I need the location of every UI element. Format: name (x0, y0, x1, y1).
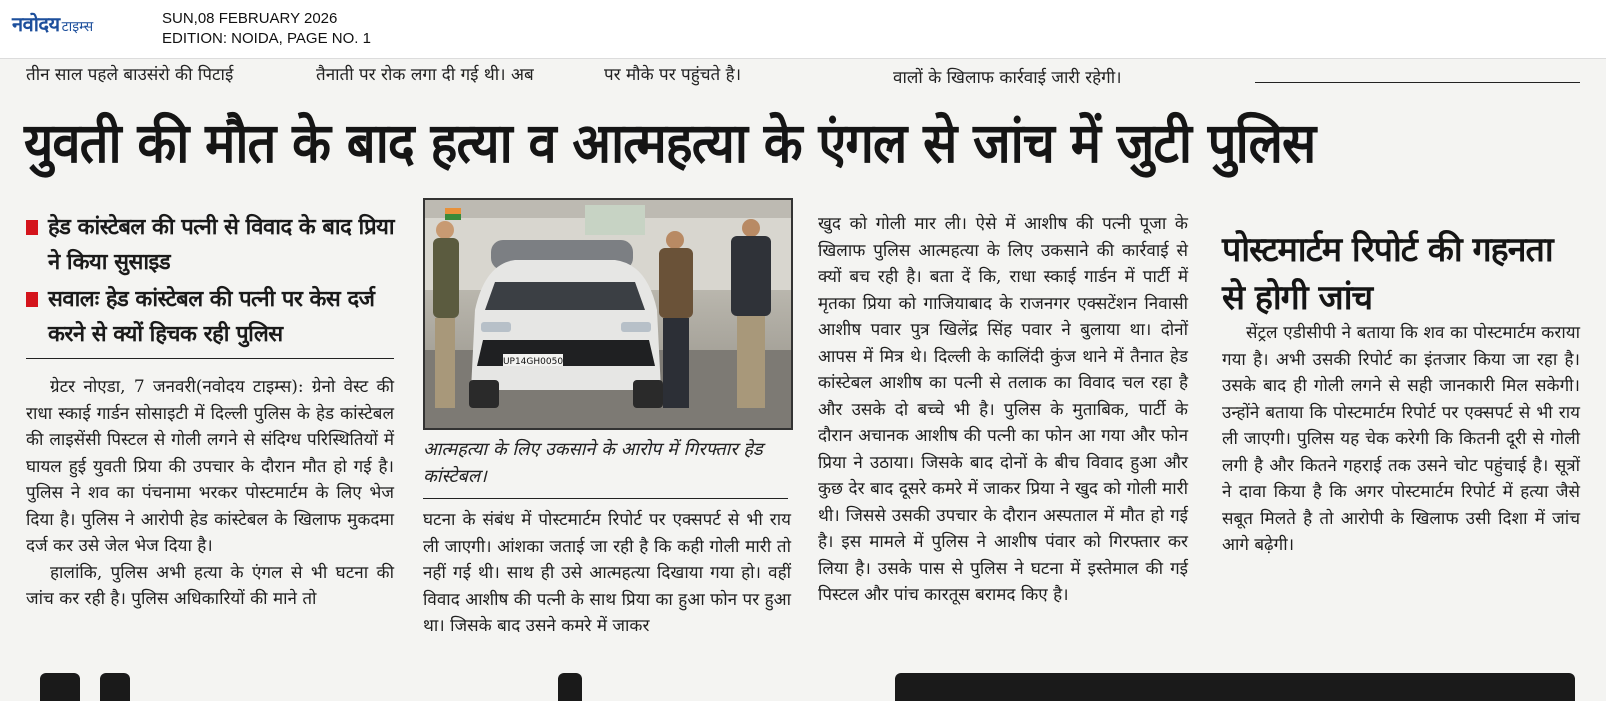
paragraph: खुद को गोली मार ली। ऐसे में आशीष की पत्नी पूजा के खिलाफ पुलिस आत्महत्या के लिए उकसाने की कार्रवाई से क्यों बच रही है। बता दें कि, राधा स्काई गार्डन में पार्टी में मृतका प्रिया को गाजियाबाद के राजनगर एक्सटेंशन निवासी आशीष पवार पुत्र खिलेंद्र सिंह पवार ने बुलाया था। दोनों आपस में मित्र थे। दिल्ली के कालिंदी कुंज थाने में तैनात हेड कांस्टेबल आशीष का पत्नी से तलाक का विवाद चल रहा है और उसके दो बच्चे भी है। पुलिस के मुताबिक, पार्टी के दौरान अचानक आशीष की पत्नी का फोन आ गया और फोन प्रिया ने उठाया। जिसके बाद दोनों के बीच विवाद हुआ और कुछ देर बाद दूसरे कमरे में जाकर प्रिया ने खुद को गोली मारी थी। जिससे उसकी उपचार के दौरान अस्पताल में मौत हो गई है। इस मामले में पुलिस ने आशीष पंवार को गिरफ्तार कर लिया है। उसके पास से पुलिस ने घटना में इस्तेमाल की गई पिस्टल और पांच कारतूस बरामद किए है। (818, 214, 1188, 605)
top-fragment-4: वालों के खिलाफ कार्रवाई जारी रहेगी। (893, 68, 1122, 88)
bullet-item (26, 210, 396, 280)
article-column-3 (818, 211, 1188, 609)
top-fragment-2: तैनाती पर रोक लगा दी गई थी। अब (316, 65, 534, 85)
date-line: SUN,08 FEBRUARY 2026 (162, 10, 338, 27)
bullet-text: हेड कांस्टेबल की पत्नी से विवाद के बाद प्रिया ने किया सुसाइड (48, 215, 395, 275)
edition-info (162, 9, 371, 49)
bullets-divider (26, 358, 394, 359)
bullet-text: सवालः हेड कांस्टेबल की पत्नी पर केस दर्ज करने से क्यों हिचक रही पुलिस (48, 287, 375, 347)
edition-line: EDITION: NOIDA, PAGE NO. 1 (162, 30, 371, 47)
newspaper-logo[interactable] (12, 10, 93, 36)
car-number-plate: UP14GH0050 (502, 357, 564, 367)
bullet-item (26, 282, 396, 352)
top-right-rule (1255, 82, 1580, 83)
article-headline: युवती की मौत के बाद हत्या व आत्महत्या के एंगल से जांच में जुटी पुलिस (24, 111, 1316, 175)
caption-divider (423, 498, 788, 499)
article-photo[interactable] (423, 198, 793, 430)
newspaper-page (0, 58, 1606, 701)
top-bar (0, 0, 1606, 59)
bullet-marker (26, 220, 38, 235)
top-fragment-3: पर मौके पर पहुंचते है। (604, 65, 742, 85)
paragraph: सेंट्रल एडीसीपी ने बताया कि शव का पोस्टमार्टम कराया गया है। अभी उसकी रिपोर्ट का इंतजार किया जा रहा है। उसके बाद ही गोली लगने से सही जानकारी मिल सकेगी। उन्होंने बताया कि पोस्टमार्टम रिपोर्ट पर एक्सपर्ट से भी राय ली जाएगी। पुलिस यह चेक करेगी कि कितनी दूरी से गोली लगी है और कितने गहराई तक उसने चोट पहुंचाई है। सूत्रों ने दावा किया है कि अगर पोस्टमार्टम रिपोर्ट में हत्या जैसे सबूत मिलते है तो आरोपी के खिलाफ उसी दिशा में जांच आगे बढ़ेगी। (1222, 323, 1580, 555)
article-column-4 (1222, 320, 1580, 559)
logo-text: नवोदय (12, 12, 60, 36)
article-column-1 (26, 374, 394, 613)
paragraph: हालांकि, पुलिस अभी हत्या के एंगल से भी घटना की जांच कर रही है। पुलिस अधिकारियों की माने तो (26, 562, 394, 609)
top-fragment-1: तीन साल पहले बाउसंरो की पिटाई (26, 65, 234, 85)
logo-subtext: टाइम्स (61, 19, 94, 35)
photo-illustration (425, 200, 791, 428)
paragraph: ग्रेटर नोएडा, 7 जनवरी(नवोदय टाइम्स): ग्रेनो वेस्ट की राधा स्काई गार्डन सोसाइटी में दिल्ली पुलिस के हेड कांस्टेबल की लाइसेंसी पिस्टल से गोली लगने से संदिग्ध परिस्थितियों में घायल हुई युवती प्रिया की उपचार के दौरान मौत हो गई है। पुलिस ने शव का पंचनामा भरकर पोस्टमार्टम के लिए भेज दिया है। पुलिस ने आरोपी हेड कांस्टेबल के खिलाफ मुकदमा दर्ज कर उसे जेल भेज दिया है। (26, 377, 394, 556)
highlight-bullets (26, 210, 396, 354)
next-headline-cropped (0, 658, 1606, 701)
photo-caption: आत्महत्या के लिए उकसाने के आरोप में गिरफ्तार हेड कांस्टेबल। (423, 439, 763, 487)
article-column-2 (423, 507, 791, 640)
paragraph: घटना के संबंध में पोस्टमार्टम रिपोर्ट पर एक्सपर्ट से भी राय ली जाएगी। आंशका जताई जा रही है कि कही गोली मारी तो नहीं गई थी। साथ ही उसे आत्महत्या दिखाया गया हो। वहीं विवाद आशीष की पत्नी के साथ प्रिया का हुआ फोन पर हुआ था। जिसके बाद उसने कमरे में जाकर (423, 510, 791, 636)
bullet-marker (26, 292, 38, 307)
article-subheading: पोस्टमार्टम रिपोर्ट की गहनता से होगी जांच (1222, 230, 1553, 318)
